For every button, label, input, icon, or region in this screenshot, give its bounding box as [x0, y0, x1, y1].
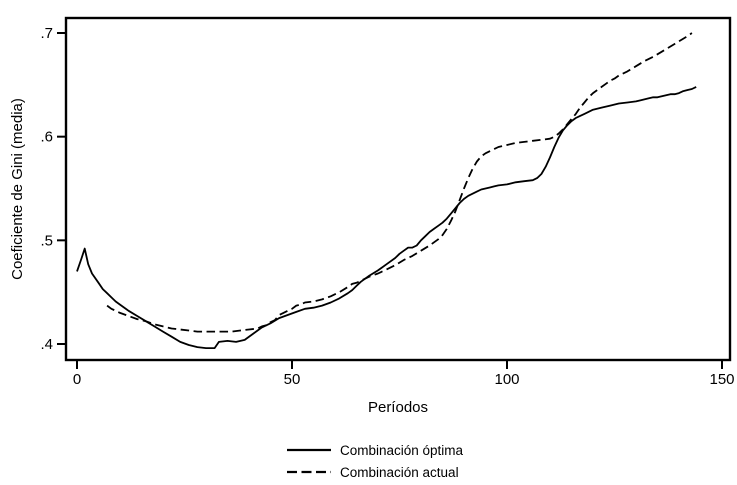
x-axis-ticks: [77, 360, 722, 369]
x-axis-tick-labels: [73, 371, 735, 388]
y-tick-label: .4: [40, 336, 53, 353]
legend-label-actual: Combinación actual: [340, 465, 459, 480]
plot-frame: [66, 18, 730, 360]
series-actual: [107, 33, 692, 332]
x-tick-label: 50: [283, 371, 301, 388]
x-tick-label: 100: [494, 371, 520, 388]
x-tick-label: 0: [72, 371, 82, 388]
y-axis-title: Coeficiente de Gini (media): [9, 98, 26, 280]
x-tick-label: 150: [709, 371, 735, 388]
y-tick-label: .7: [40, 25, 53, 42]
legend-entry-actual: [287, 465, 459, 480]
y-axis-tick-labels: [40, 25, 53, 353]
legend: [287, 443, 464, 480]
x-axis-title: Períodos: [367, 399, 429, 416]
series-optima: [77, 87, 696, 348]
legend-entry-optima: [287, 443, 464, 458]
legend-label-optima: Combinación óptima: [340, 443, 464, 458]
chart-series-lines: [77, 33, 696, 348]
y-tick-label: .5: [40, 232, 53, 250]
y-tick-label: .6: [40, 128, 53, 146]
y-axis-ticks: [57, 33, 66, 344]
